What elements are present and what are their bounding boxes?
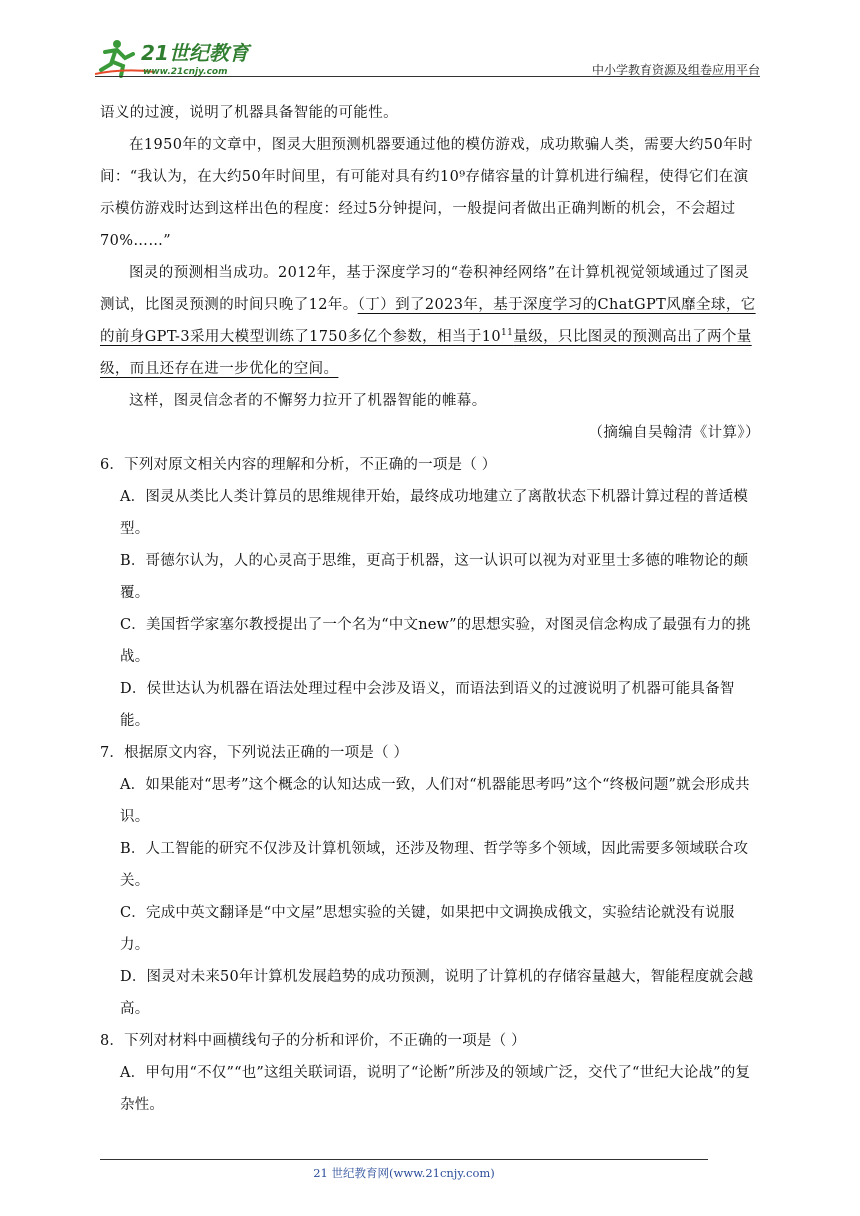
passage-text: 图灵的预测相当成功。2012年，基于深度学习的“卷积神经网络”在计算机视觉领域通过了图灵测试，比图灵预测的时间只晚了12年。 [100,265,750,313]
passage-source: （摘编自吴翰清《计算》） [588,425,760,441]
platform-name: 中小学教育资源及组卷应用平台 [591,63,760,77]
question-option: C．美国哲学家塞尔教授提出了一个名为“中文new”的思想实验，对图灵信念构成了最强有力的挑战。 [120,617,751,665]
question-option: A．甲句用“不仅”“也”这组关联词语，说明了“论断”所涉及的领域广泛，交代了“世纪大论战”的复杂性。 [120,1065,751,1113]
passage-paragraph [100,257,760,385]
question-option: D．侯世达认为机器在语法处理过程中会涉及语义，而语法到语义的过渡说明了机器可能具备智能。 [120,681,735,729]
question-7 [100,737,760,1025]
svg-text:21世纪教育: 21世纪教育 [141,41,249,65]
svg-text:www.21cnjy.com: www.21cnjy.com [143,67,228,77]
question-stem: 8．下列对材料中画横线句子的分析和评价，不正确的一项是（ ） [100,1033,526,1049]
question-stem: 6．下列对原文相关内容的理解和分析，不正确的一项是（ ） [100,457,497,473]
question-option: C．完成中英文翻译是“中文屋”思想实验的关键，如果把中文调换成俄文，实验结论就没有说服力。 [120,905,735,953]
footer-divider [100,1159,708,1160]
question-option: A．图灵从类比人类计算员的思维规律开始，最终成功地建立了离散状态下机器计算过程的普适模型。 [120,489,749,537]
question-option: D．图灵对未来50年计算机发展趋势的成功预测，说明了计算机的存储容量越大，智能程度就会越高。 [120,969,754,1017]
logo-21cnjy [95,38,265,78]
document-body [100,97,760,1121]
question-stem: 7．根据原文内容，下列说法正确的一项是（ ） [100,745,409,761]
question-option: B．人工智能的研究不仅涉及计算机领域，还涉及物理、哲学等多个领域，因此需要多领域联合攻关。 [120,841,749,889]
question-option: B．哥德尔认为，人的心灵高于思维，更高于机器，这一认识可以视为对亚里士多德的唯物论的颠覆。 [120,553,749,601]
underlined-sentence: （丁）到了2023年，基于深度学习的ChatGPT风靡全球，它的前身GPT-3采用大模型训练了1750多亿个参数，相当于$10^{11}$量级，只比图灵的预测高出了两个量级，而且还存在进一步优化的空间。 [100,297,756,377]
header-divider [95,76,760,77]
page-header [95,30,760,80]
page-footer: 21 世纪教育网(www.21cnjy.com) [313,1166,495,1180]
question-6 [100,449,760,737]
question-8 [100,1025,760,1121]
question-option: A．如果能对“思考”这个概念的认知达成一致，人们对“机器能思考吗”这个“终极问题”就会形成共识。 [120,777,750,825]
passage-paragraph: 这样，图灵信念者的不懈努力拉开了机器智能的帷幕。 [129,393,487,409]
passage-paragraph: 语义的过渡，说明了机器具备智能的可能性。 [100,105,398,121]
passage-paragraph: 在1950年的文章中，图灵大胆预测机器要通过他的模仿游戏，成功欺骗人类，需要大约50年时间：“我认为，在大约50年时间里，有可能对具有约10⁹存储容量的计算机进行编程，使得它们在演示模仿游戏时达到这样出色的程度：经过5分钟提问，一般提问者做出正确判断的机会，不会超过70%……” [100,137,753,249]
